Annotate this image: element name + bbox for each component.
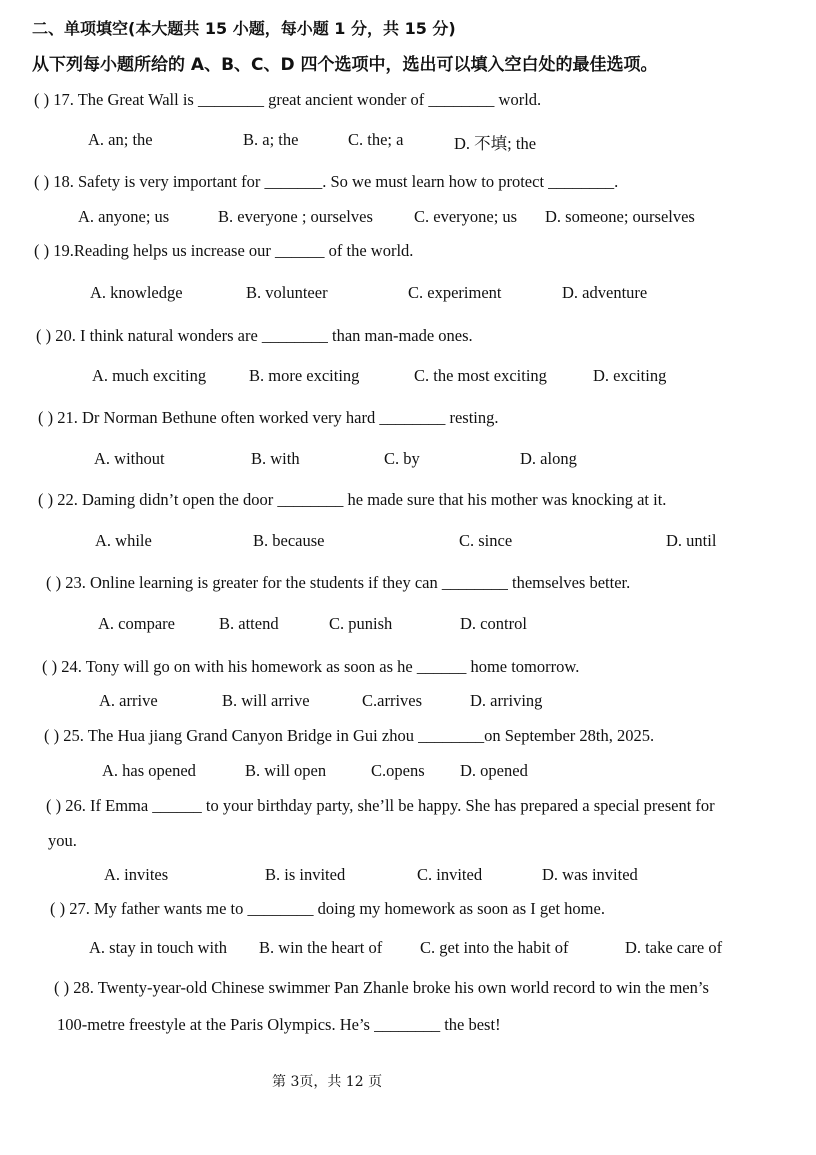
option-c: C. get into the habit of bbox=[420, 938, 569, 957]
question-27 bbox=[50, 899, 605, 919]
answer-blank[interactable]: ( ) bbox=[42, 657, 58, 676]
option-c: C. the; a bbox=[348, 130, 404, 149]
option-c: C. invited bbox=[417, 865, 483, 884]
option-c: C. experiment bbox=[408, 283, 502, 302]
option-d: D. until bbox=[666, 531, 717, 550]
question-text: 22. Daming didn’t open the door ________ he made sure that his mother was knocking at it. bbox=[57, 490, 667, 509]
question-text-continued: you. bbox=[48, 831, 77, 850]
option-d: D. adventure bbox=[562, 283, 648, 302]
option-c: C. by bbox=[384, 449, 420, 468]
option-b: B. a; the bbox=[243, 130, 299, 149]
question-text: 20. I think natural wonders are ________ than man-made ones. bbox=[55, 326, 473, 345]
answer-blank[interactable]: ( ) bbox=[36, 326, 52, 345]
answer-blank[interactable]: ( ) bbox=[34, 172, 50, 191]
answer-blank[interactable]: ( ) bbox=[38, 490, 54, 509]
question-text: 18. Safety is very important for _______. So we must learn how to protect ________. bbox=[53, 172, 619, 191]
question-text: 26. If Emma ______ to your birthday party, she’ll be happy. She has prepared a special present for bbox=[65, 796, 715, 815]
answer-blank[interactable]: ( ) bbox=[46, 796, 62, 815]
question-22 bbox=[38, 490, 666, 510]
option-b: B. attend bbox=[219, 614, 279, 633]
option-c: C. the most exciting bbox=[414, 366, 547, 385]
option-c: C. everyone; us bbox=[414, 207, 518, 226]
question-20 bbox=[36, 326, 473, 346]
option-d: D. 不填; the bbox=[454, 134, 537, 153]
answer-blank[interactable]: ( ) bbox=[34, 90, 50, 109]
option-a: A. stay in touch with bbox=[89, 938, 227, 957]
answer-blank[interactable]: ( ) bbox=[46, 573, 62, 592]
option-a: A. has opened bbox=[102, 761, 196, 780]
question-text: 25. The Hua jiang Grand Canyon Bridge in Gui zhou ________on September 28th, 2025. bbox=[63, 726, 655, 745]
option-a: A. arrive bbox=[99, 691, 158, 710]
answer-blank[interactable]: ( ) bbox=[34, 241, 50, 260]
option-d: D. someone; ourselves bbox=[545, 207, 695, 226]
section-title: 二、单项填空(本大题共 15 小题，每小题 1 分，共 15 分) bbox=[32, 19, 456, 38]
option-c: C.arrives bbox=[362, 691, 423, 710]
option-d: D. control bbox=[460, 614, 527, 633]
option-a: A. compare bbox=[98, 614, 175, 633]
answer-blank[interactable]: ( ) bbox=[44, 726, 60, 745]
option-b: B. is invited bbox=[265, 865, 346, 884]
option-d: D. opened bbox=[460, 761, 528, 780]
question-26 bbox=[46, 796, 715, 816]
option-d: D. was invited bbox=[542, 865, 638, 884]
question-text: 24. Tony will go on with his homework as soon as he ______ home tomorrow. bbox=[61, 657, 580, 676]
question-text: 28. Twenty-year-old Chinese swimmer Pan Zhanle broke his own world record to win the men’s bbox=[73, 978, 709, 997]
question-28 bbox=[54, 978, 709, 998]
option-c: C. since bbox=[459, 531, 513, 550]
question-23 bbox=[46, 573, 630, 593]
option-a: A. invites bbox=[104, 865, 169, 884]
option-b: B. will open bbox=[245, 761, 327, 780]
question-18 bbox=[34, 172, 618, 192]
question-17 bbox=[34, 90, 541, 110]
option-a: A. while bbox=[95, 531, 152, 550]
question-text: 27. My father wants me to ________ doing my homework as soon as I get home. bbox=[69, 899, 605, 918]
option-b: B. everyone ; ourselves bbox=[218, 207, 373, 226]
section-instruction: 从下列每小题所给的 A、B、C、D 四个选项中，选出可以填入空白处的最佳选项。 bbox=[32, 55, 658, 75]
option-d: D. along bbox=[520, 449, 577, 468]
option-c: C.opens bbox=[371, 761, 425, 780]
answer-blank[interactable]: ( ) bbox=[50, 899, 66, 918]
option-b: B. will arrive bbox=[222, 691, 310, 710]
question-text-continued: 100-metre freestyle at the Paris Olympics. He’s ________ the best! bbox=[57, 1015, 501, 1034]
question-text: 23. Online learning is greater for the students if they can ________ themselves better. bbox=[65, 573, 631, 592]
answer-blank[interactable]: ( ) bbox=[54, 978, 70, 997]
option-b: B. volunteer bbox=[246, 283, 328, 302]
option-b: B. more exciting bbox=[249, 366, 360, 385]
question-21 bbox=[38, 408, 499, 428]
question-text: 19.Reading helps us increase our ______ of the world. bbox=[53, 241, 414, 260]
option-a: A. much exciting bbox=[92, 366, 207, 385]
option-b: B. with bbox=[251, 449, 300, 468]
option-d: D. take care of bbox=[625, 938, 723, 957]
option-c: C. punish bbox=[329, 614, 393, 633]
answer-blank[interactable]: ( ) bbox=[38, 408, 54, 427]
question-19 bbox=[34, 241, 413, 261]
option-a: A. an; the bbox=[88, 130, 153, 149]
option-b: B. win the heart of bbox=[259, 938, 383, 957]
question-text: 21. Dr Norman Bethune often worked very hard ________ resting. bbox=[57, 408, 499, 427]
question-24 bbox=[42, 657, 579, 677]
option-a: A. anyone; us bbox=[78, 207, 170, 226]
option-a: A. knowledge bbox=[90, 283, 183, 302]
question-25 bbox=[44, 726, 654, 746]
option-d: D. exciting bbox=[593, 366, 667, 385]
option-b: B. because bbox=[253, 531, 325, 550]
option-d: D. arriving bbox=[470, 691, 543, 710]
option-a: A. without bbox=[94, 449, 165, 468]
question-text: 17. The Great Wall is ________ great ancient wonder of ________ world. bbox=[53, 90, 542, 109]
page-number: 第 3页，共 12 页 bbox=[272, 1074, 383, 1090]
